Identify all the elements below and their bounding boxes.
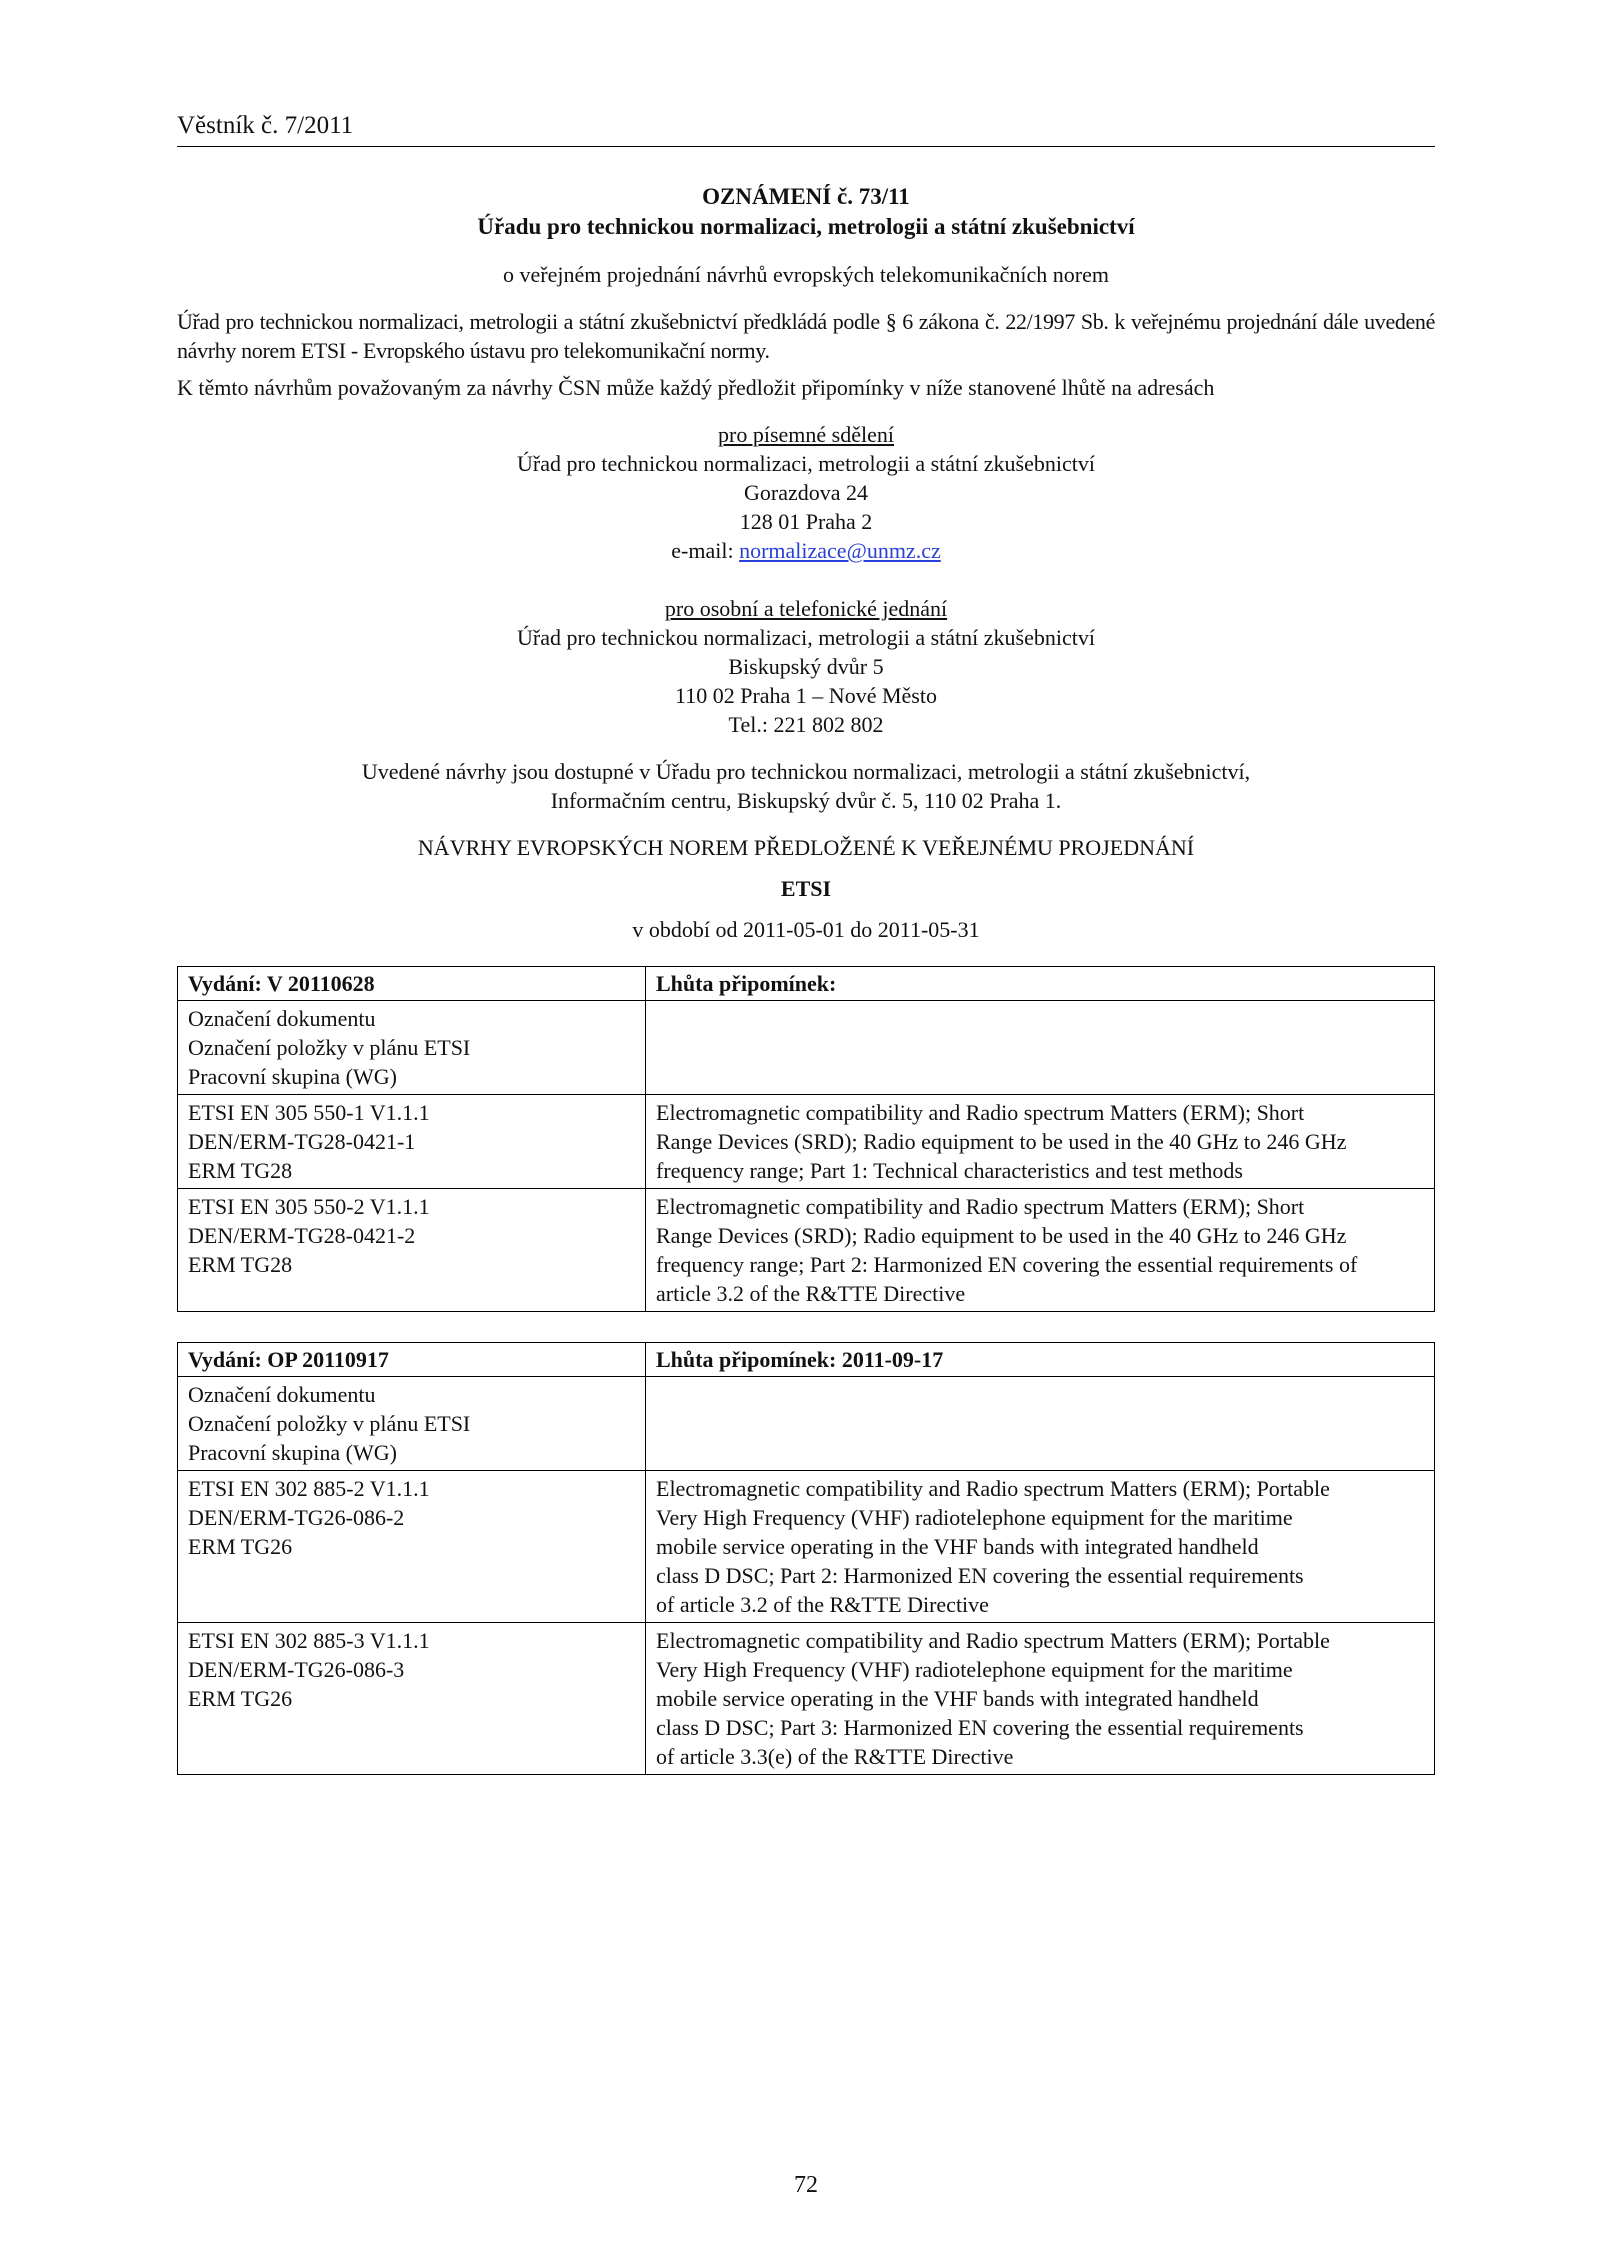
working-group: ERM TG28 bbox=[188, 1158, 293, 1183]
legend-line: Pracovní skupina (WG) bbox=[188, 1440, 397, 1465]
working-group: ERM TG28 bbox=[188, 1252, 293, 1277]
document-id-cell bbox=[178, 1189, 646, 1312]
issue-cell: Vydání: V 20110628 bbox=[178, 967, 646, 1001]
title-line: mobile service operating in the VHF bands with integrated handheld bbox=[656, 1534, 1259, 1559]
working-group: ERM TG26 bbox=[188, 1686, 293, 1711]
title-line: article 3.2 of the R&TTE Directive bbox=[656, 1281, 966, 1306]
working-group: ERM TG26 bbox=[188, 1534, 293, 1559]
legend-row bbox=[178, 1001, 1435, 1095]
document-id: ETSI EN 305 550-2 V1.1.1 bbox=[188, 1194, 430, 1219]
work-item-id: DEN/ERM-TG26-086-3 bbox=[188, 1657, 405, 1682]
legend-line: Pracovní skupina (WG) bbox=[188, 1064, 397, 1089]
table-row bbox=[178, 1471, 1435, 1623]
title-line: frequency range; Part 2: Harmonized EN covering the essential requirements of bbox=[656, 1252, 1358, 1277]
personal-city: 110 02 Praha 1 – Nové Město bbox=[675, 683, 937, 708]
deadline-cell: Lhůta připomínek: 2011-09-17 bbox=[646, 1343, 1435, 1377]
document-title-cell bbox=[646, 1095, 1435, 1189]
document-id: ETSI EN 302 885-3 V1.1.1 bbox=[188, 1628, 430, 1653]
written-email-line bbox=[177, 536, 1435, 565]
personal-street: Biskupský dvůr 5 bbox=[728, 654, 884, 679]
document-id: ETSI EN 302 885-2 V1.1.1 bbox=[188, 1476, 430, 1501]
personal-address-block bbox=[177, 594, 1435, 739]
section-org: ETSI bbox=[780, 876, 832, 901]
deadline-cell: Lhůta připomínek: bbox=[646, 967, 1435, 1001]
title-line: Very High Frequency (VHF) radiotelephone equipment for the maritime bbox=[656, 1657, 1293, 1682]
title-line: Electromagnetic compatibility and Radio spectrum Matters (ERM); Short bbox=[656, 1194, 1305, 1219]
title-line: Very High Frequency (VHF) radiotelephone equipment for the maritime bbox=[656, 1505, 1293, 1530]
title-line: class D DSC; Part 2: Harmonized EN covering the essential requirements bbox=[656, 1563, 1304, 1588]
header-rule bbox=[177, 146, 1435, 147]
section-period: v období od 2011-05-01 do 2011-05-31 bbox=[632, 917, 980, 942]
running-header: Věstník č. 7/2011 bbox=[177, 112, 354, 139]
legend-line: Označení dokumentu bbox=[188, 1006, 376, 1031]
notice-subtitle: Úřadu pro technickou normalizaci, metrologii a státní zkušebnictví bbox=[477, 214, 1135, 239]
legend-line: Označení položky v plánu ETSI bbox=[188, 1035, 471, 1060]
title-line: of article 3.2 of the R&TTE Directive bbox=[656, 1592, 989, 1617]
standards-table-1 bbox=[177, 966, 1435, 1312]
availability-line-1: Uvedené návrhy jsou dostupné v Úřadu pro technickou normalizaci, metrologii a státní zkušebnictví, bbox=[361, 759, 1251, 784]
availability-line-2: Informačním centru, Biskupský dvůr č. 5, 110 02 Praha 1. bbox=[550, 788, 1062, 813]
title-line: frequency range; Part 1: Technical characteristics and test methods bbox=[656, 1158, 1243, 1183]
section-heading: NÁVRHY EVROPSKÝCH NOREM PŘEDLOŽENÉ K VEŘEJNÉMU PROJEDNÁNÍ bbox=[417, 835, 1195, 860]
intro-paragraph-1: Úřad pro technickou normalizaci, metrologii a státní zkušebnictví předkládá podle § 6 zákona č. 22/1997 Sb. k veřejnému projednání dále uvedené návrhy norem ETSI - Evropského ústavu pro telekomunikační normy. bbox=[177, 309, 1435, 363]
legend-line: Označení položky v plánu ETSI bbox=[188, 1411, 471, 1436]
title-line: class D DSC; Part 3: Harmonized EN covering the essential requirements bbox=[656, 1715, 1304, 1740]
standards-table-2 bbox=[177, 1342, 1435, 1775]
legend-empty-cell bbox=[646, 1001, 1435, 1095]
title-line: Electromagnetic compatibility and Radio spectrum Matters (ERM); Portable bbox=[656, 1628, 1330, 1653]
document-body bbox=[177, 182, 1435, 1775]
work-item-id: DEN/ERM-TG28-0421-2 bbox=[188, 1223, 416, 1248]
document-id-cell bbox=[178, 1623, 646, 1775]
notice-topic: o veřejném projednání návrhů evropských telekomunikačních norem bbox=[502, 262, 1110, 287]
table-row bbox=[178, 1189, 1435, 1312]
personal-heading: pro osobní a telefonické jednání bbox=[664, 596, 948, 621]
table-row bbox=[178, 1623, 1435, 1775]
title-line: Range Devices (SRD); Radio equipment to be used in the 40 GHz to 246 GHz bbox=[656, 1223, 1347, 1248]
table-row bbox=[178, 1095, 1435, 1189]
work-item-id: DEN/ERM-TG26-086-2 bbox=[188, 1505, 405, 1530]
issue-cell: Vydání: OP 20110917 bbox=[178, 1343, 646, 1377]
title-line: Electromagnetic compatibility and Radio spectrum Matters (ERM); Portable bbox=[656, 1476, 1330, 1501]
legend-row bbox=[178, 1377, 1435, 1471]
title-line: Electromagnetic compatibility and Radio spectrum Matters (ERM); Short bbox=[656, 1100, 1305, 1125]
intro-paragraph-2: K těmto návrhům považovaným za návrhy ČSN může každý předložit připomínky v níže stanovené lhůtě na adresách bbox=[177, 375, 1215, 400]
page-number: 72 bbox=[794, 2172, 818, 2198]
legend-line: Označení dokumentu bbox=[188, 1382, 376, 1407]
email-label: e-mail: bbox=[671, 538, 740, 563]
document-title-cell bbox=[646, 1623, 1435, 1775]
title-line: mobile service operating in the VHF bands with integrated handheld bbox=[656, 1686, 1259, 1711]
document-title-cell bbox=[646, 1471, 1435, 1623]
document-id-cell bbox=[178, 1471, 646, 1623]
table-header-row bbox=[178, 967, 1435, 1001]
document-id-cell bbox=[178, 1095, 646, 1189]
document-id: ETSI EN 305 550-1 V1.1.1 bbox=[188, 1100, 430, 1125]
personal-office: Úřad pro technickou normalizaci, metrologii a státní zkušebnictví bbox=[517, 625, 1095, 650]
table-header-row bbox=[178, 1343, 1435, 1377]
notice-title: OZNÁMENÍ č. 73/11 bbox=[702, 184, 910, 209]
legend-empty-cell bbox=[646, 1377, 1435, 1471]
document-title-cell bbox=[646, 1189, 1435, 1312]
written-street: Gorazdova 24 bbox=[743, 480, 868, 505]
title-line: of article 3.3(e) of the R&TTE Directive bbox=[656, 1744, 1014, 1769]
written-office: Úřad pro technickou normalizaci, metrologii a státní zkušebnictví bbox=[517, 451, 1095, 476]
legend-cell bbox=[178, 1001, 646, 1095]
title-line: Range Devices (SRD); Radio equipment to be used in the 40 GHz to 246 GHz bbox=[656, 1129, 1347, 1154]
work-item-id: DEN/ERM-TG28-0421-1 bbox=[188, 1129, 416, 1154]
availability-note bbox=[177, 757, 1435, 815]
written-heading: pro písemné sdělení bbox=[718, 422, 894, 447]
legend-cell bbox=[178, 1377, 646, 1471]
written-city: 128 01 Praha 2 bbox=[739, 509, 873, 534]
written-address-block bbox=[177, 420, 1435, 565]
email-link[interactable]: normalizace@unmz.cz bbox=[739, 538, 941, 563]
personal-phone: Tel.: 221 802 802 bbox=[728, 712, 884, 737]
